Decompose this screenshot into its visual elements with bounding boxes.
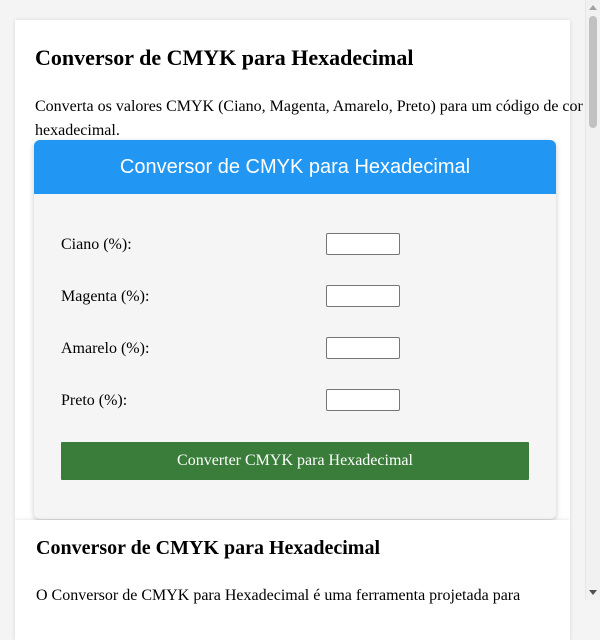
cyan-input[interactable] — [326, 233, 400, 255]
yellow-row — [61, 337, 401, 361]
yellow-input[interactable] — [326, 337, 400, 359]
black-input[interactable] — [326, 389, 400, 411]
converter-page-section — [15, 20, 583, 520]
convert-button[interactable]: Converter CMYK para Hexadecimal — [61, 442, 529, 480]
converter-card-header: Conversor de CMYK para Hexadecimal — [34, 140, 556, 194]
black-row — [61, 389, 401, 413]
info-section — [15, 520, 570, 640]
page-intro: Converta os valores CMYK (Ciano, Magenta, Amarelo, Preto) para um código de cor hexadecimal. — [35, 98, 583, 139]
black-label: Preto (%): — [61, 392, 128, 409]
yellow-label: Amarelo (%): — [61, 340, 150, 357]
converter-card — [34, 140, 556, 519]
cyan-row — [61, 233, 401, 257]
page-scrollbar[interactable] — [585, 0, 600, 600]
scrollbar-thumb[interactable] — [589, 16, 597, 128]
page-title: Conversor de CMYK para Hexadecimal — [35, 45, 414, 70]
magenta-input[interactable] — [326, 285, 400, 307]
magenta-label: Magenta (%): — [61, 288, 150, 305]
info-section-text: O Conversor de CMYK para Hexadecimal é uma ferramenta projetada para — [36, 587, 521, 604]
info-section-title: Conversor de CMYK para Hexadecimal — [36, 537, 381, 559]
cyan-label: Ciano (%): — [61, 236, 132, 253]
scroll-down-arrow-icon[interactable] — [589, 590, 597, 595]
scroll-up-arrow-icon[interactable] — [589, 5, 597, 10]
magenta-row — [61, 285, 401, 309]
